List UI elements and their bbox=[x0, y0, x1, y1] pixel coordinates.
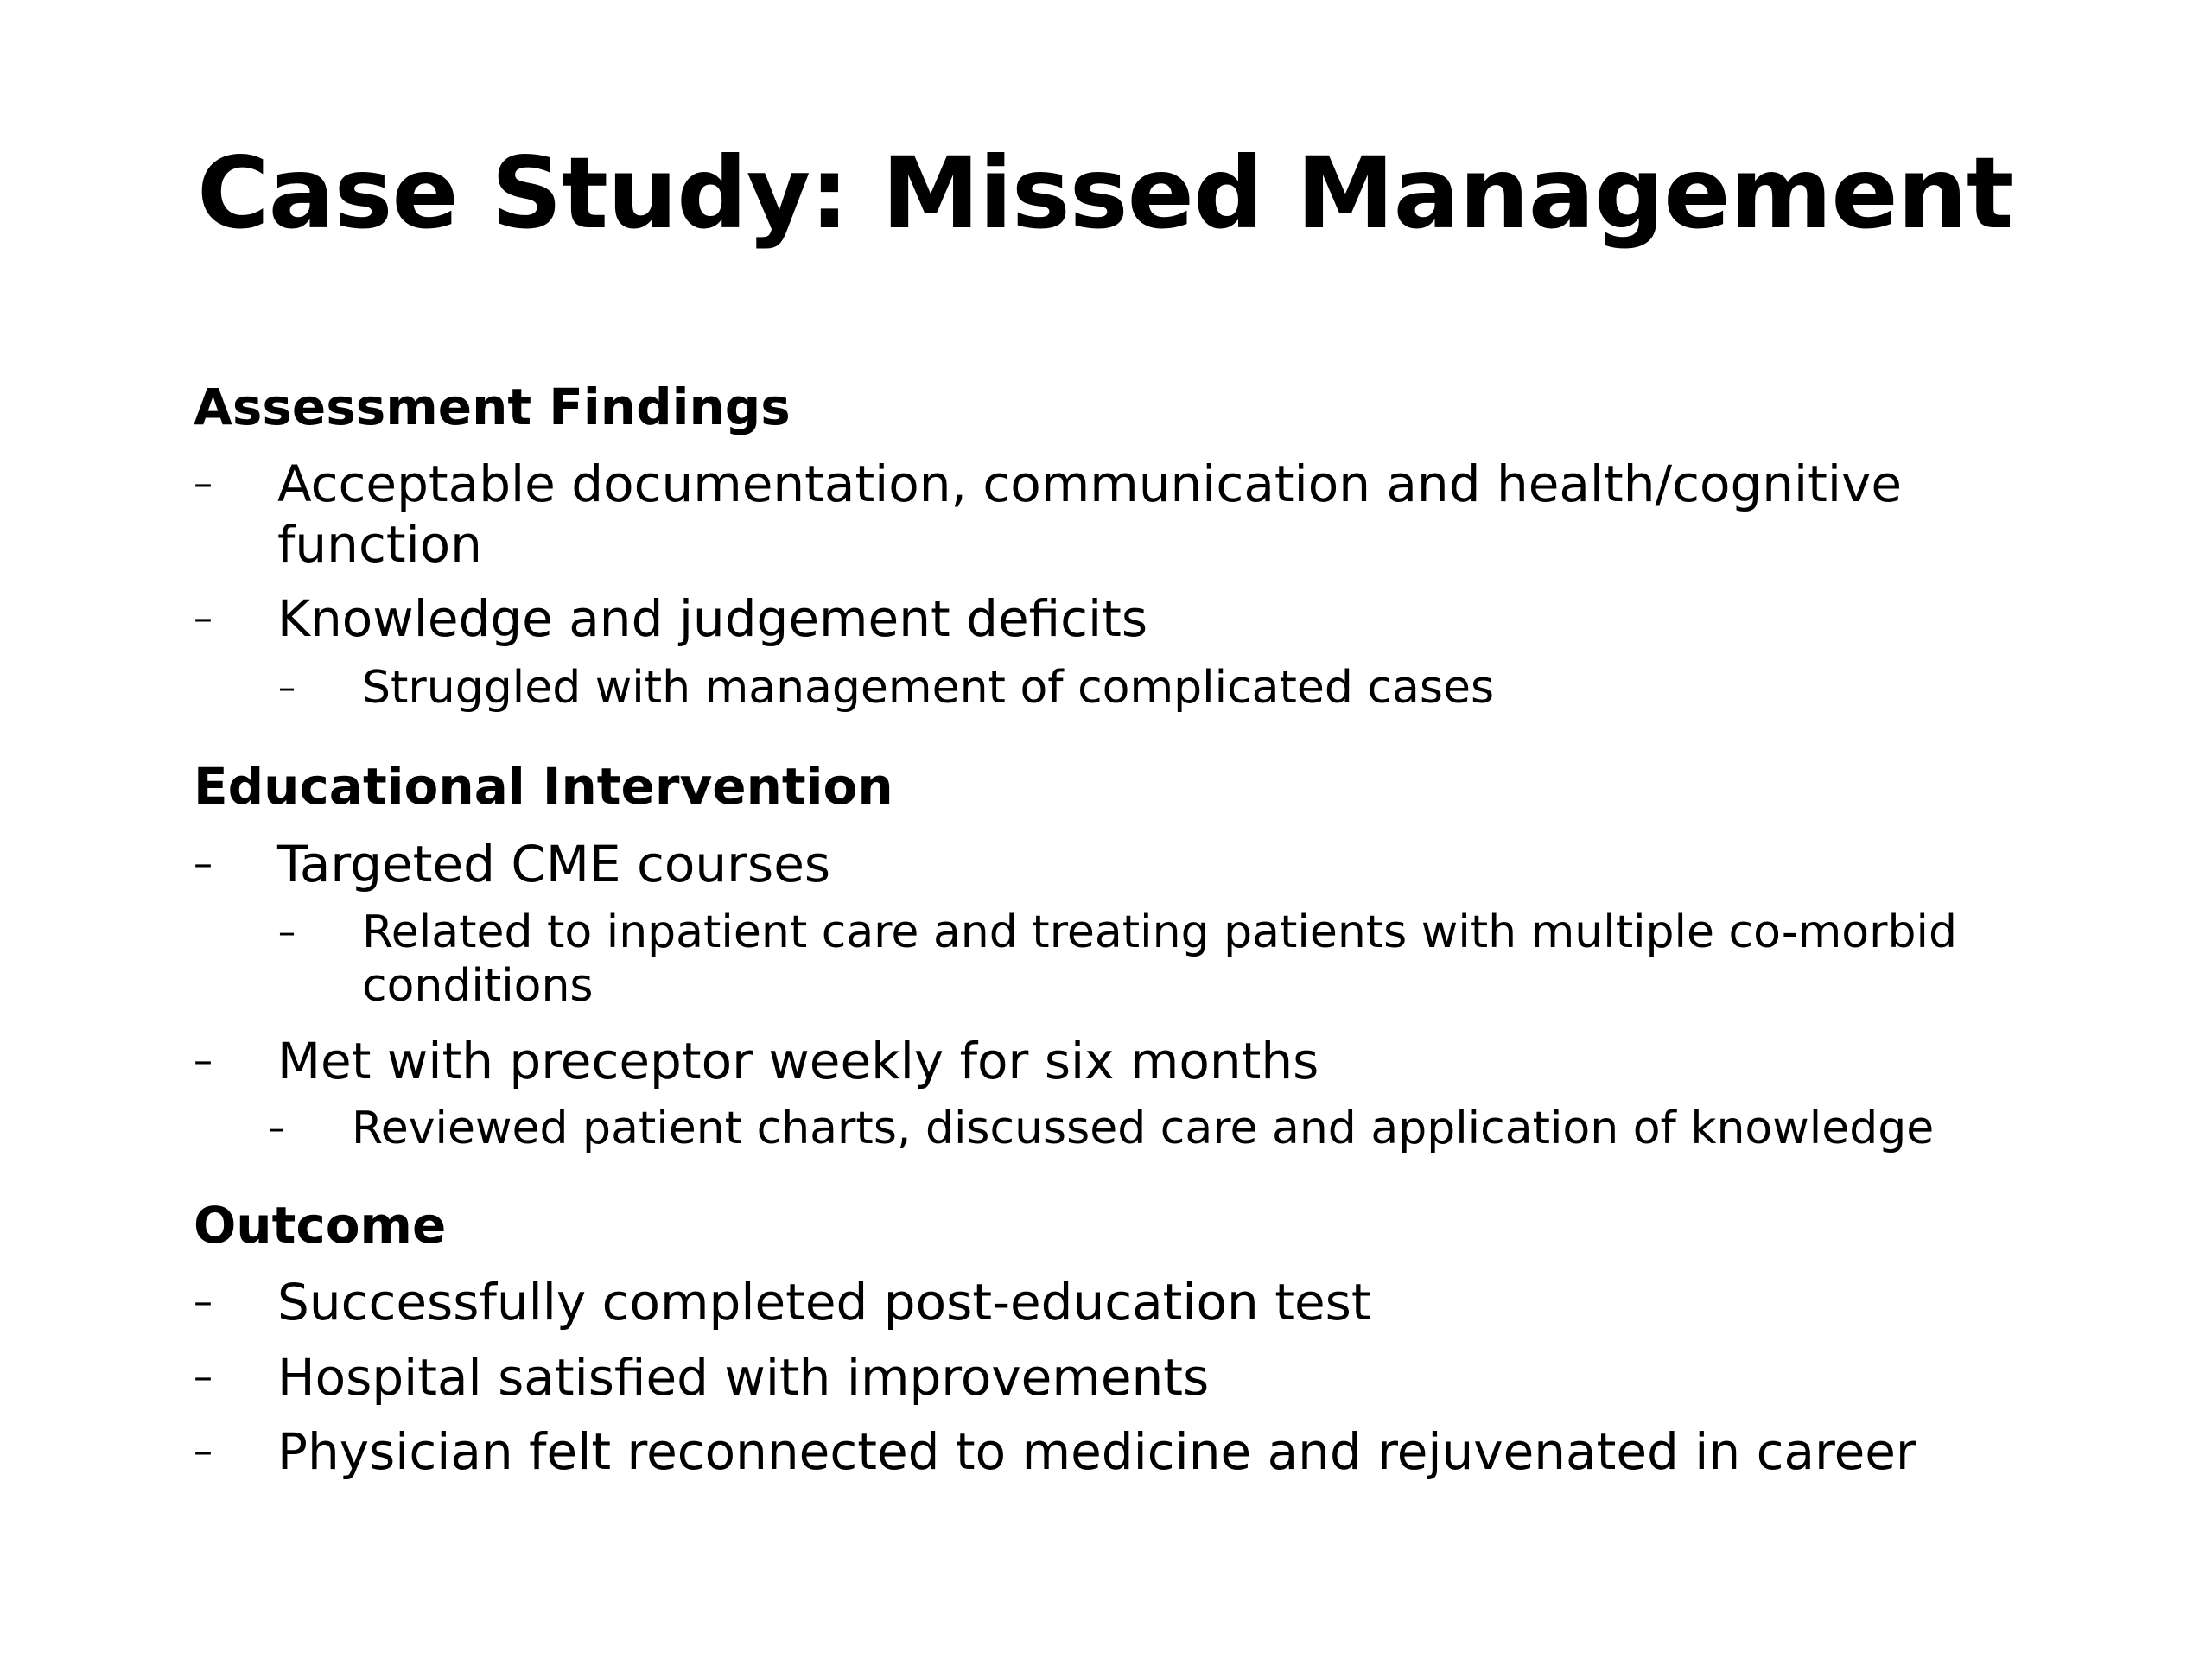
list-item-text: Successfully completed post-education test bbox=[277, 1273, 1371, 1332]
slide-title: Case Study: Missed Management bbox=[197, 136, 2013, 251]
dash-bullet-icon: – bbox=[194, 596, 213, 640]
dash-bullet-icon: – bbox=[278, 668, 296, 708]
list-item-text: Targeted CME courses bbox=[277, 835, 831, 893]
list-item-text: Reviewed patient charts, discussed care and application of knowledge bbox=[352, 1103, 1935, 1154]
list-item-text: Knowledge and judgement deficits bbox=[277, 589, 1148, 648]
dash-bullet-icon: – bbox=[194, 1355, 213, 1399]
dash-bullet-icon: – bbox=[194, 842, 213, 886]
dash-bullet-icon: – bbox=[194, 1429, 213, 1473]
section-heading-assessment-findings: Assessment Findings bbox=[194, 378, 791, 436]
list-item-text: Physician felt reconnected to medicine and rejuvenated in career bbox=[277, 1422, 1916, 1481]
section-heading-outcome: Outcome bbox=[194, 1196, 447, 1255]
section-heading-educational-intervention: Educational Intervention bbox=[194, 757, 893, 816]
list-item-text: Related to inpatient care and treating patients with multiple co-morbid conditions bbox=[362, 906, 1957, 1012]
dash-bullet-icon: – bbox=[194, 1280, 213, 1324]
dash-bullet-icon: – bbox=[278, 912, 296, 952]
list-item-text: Acceptable documentation, communication and health/cognitive function bbox=[277, 454, 1903, 574]
list-item-text: Hospital satisfied with improvements bbox=[277, 1348, 1210, 1407]
dash-bullet-icon: – bbox=[268, 1109, 285, 1148]
list-item-text: Struggled with management of complicated cases bbox=[362, 662, 1495, 714]
list-item-text: Met with preceptor weekly for six months bbox=[277, 1032, 1319, 1090]
dash-bullet-icon: – bbox=[194, 461, 213, 505]
dash-bullet-icon: – bbox=[194, 1039, 213, 1083]
